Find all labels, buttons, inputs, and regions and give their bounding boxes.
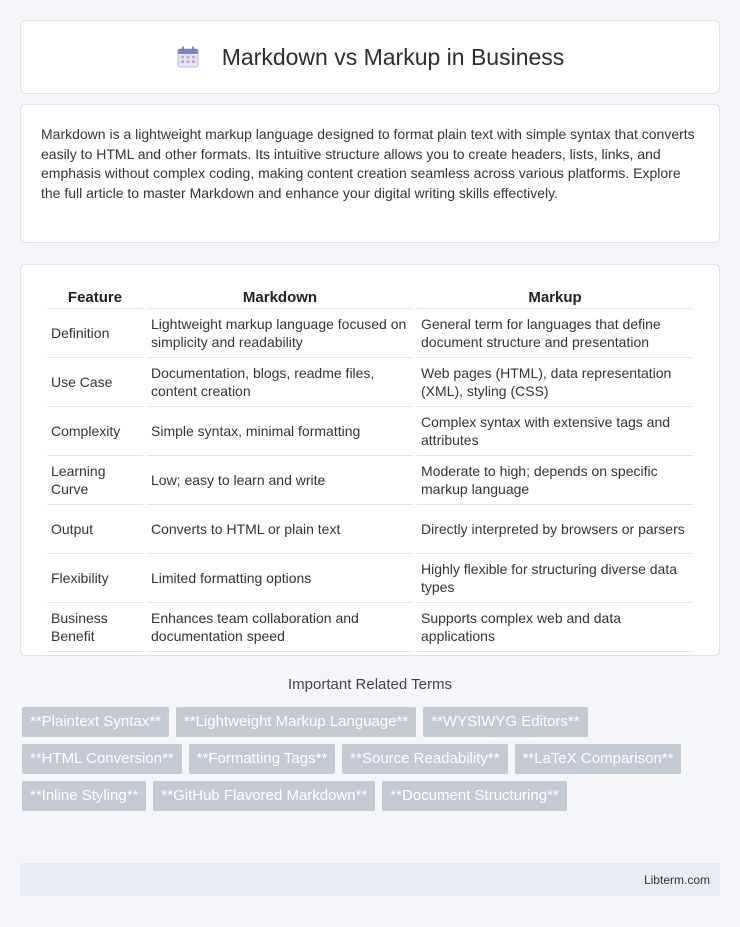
related-term-tag[interactable]: **GitHub Flavored Markdown**: [153, 781, 375, 811]
markup-cell: Web pages (HTML), data representation (XML), styling (CSS): [417, 358, 693, 407]
table-row: [47, 407, 693, 456]
related-terms-title: Important Related Terms: [288, 676, 452, 693]
markdown-cell: Low; easy to learn and write: [147, 456, 413, 505]
feature-cell: Business Benefit: [47, 603, 143, 652]
related-term-tag[interactable]: **Inline Styling**: [22, 781, 146, 811]
feature-cell: Definition: [47, 309, 143, 358]
feature-cell: Complexity: [47, 407, 143, 456]
feature-cell: Flexibility: [47, 554, 143, 603]
related-term-tag[interactable]: **Plaintext Syntax**: [22, 707, 169, 737]
table-row: [47, 456, 693, 505]
markdown-cell: Limited formatting options: [147, 554, 413, 603]
related-term-tag[interactable]: **Source Readability**: [342, 744, 507, 774]
markdown-cell: Converts to HTML or plain text: [147, 505, 413, 554]
related-terms-tags: [22, 707, 722, 811]
related-term-tag[interactable]: **WYSIWYG Editors**: [423, 707, 587, 737]
calendar-icon: [176, 45, 200, 69]
intro-card: [20, 104, 720, 243]
markup-cell: Complex syntax with extensive tags and attributes: [417, 407, 693, 456]
comparison-table: [43, 285, 697, 652]
table-row: [47, 554, 693, 603]
related-term-tag[interactable]: **Document Structuring**: [382, 781, 566, 811]
related-term-tag[interactable]: **Lightweight Markup Language**: [176, 707, 416, 737]
column-header-markdown: Markdown: [147, 285, 413, 309]
footer: [20, 863, 720, 896]
comparison-table-card: [20, 264, 720, 656]
related-term-tag[interactable]: **Formatting Tags**: [189, 744, 336, 774]
table-row: [47, 505, 693, 554]
column-header-feature: Feature: [47, 285, 143, 309]
markup-cell: Directly interpreted by browsers or parsers: [417, 505, 693, 554]
intro-text: Markdown is a lightweight markup language designed to format plain text with simple syntax that converts easily to HTML and other formats. Its intuitive structure allows you to create headers, lists, links, and emphasis without complex coding, making content creation seamless across various platforms. Explore the full article to master Markdown and enhance your digital writing skills effectively.: [41, 126, 695, 201]
table-row: [47, 603, 693, 652]
markdown-cell: Lightweight markup language focused on simplicity and readability: [147, 309, 413, 358]
markup-cell: Highly flexible for structuring diverse data types: [417, 554, 693, 603]
table-row: [47, 358, 693, 407]
feature-cell: Output: [47, 505, 143, 554]
markdown-cell: Documentation, blogs, readme files, content creation: [147, 358, 413, 407]
markdown-cell: Enhances team collaboration and documentation speed: [147, 603, 413, 652]
markup-cell: Supports complex web and data applications: [417, 603, 693, 652]
markup-cell: General term for languages that define document structure and presentation: [417, 309, 693, 358]
markdown-cell: Simple syntax, minimal formatting: [147, 407, 413, 456]
feature-cell: Use Case: [47, 358, 143, 407]
column-header-markup: Markup: [417, 285, 693, 309]
feature-cell: Learning Curve: [47, 456, 143, 505]
header-card: [20, 20, 720, 94]
page-title: Markdown vs Markup in Business: [221, 43, 565, 70]
markup-cell: Moderate to high; depends on specific markup language: [417, 456, 693, 505]
related-term-tag[interactable]: **LaTeX Comparison**: [515, 744, 682, 774]
related-term-tag[interactable]: **HTML Conversion**: [22, 744, 182, 774]
footer-site-link[interactable]: Libterm.com: [643, 872, 710, 887]
table-row: [47, 309, 693, 358]
table-header-row: [47, 285, 693, 309]
